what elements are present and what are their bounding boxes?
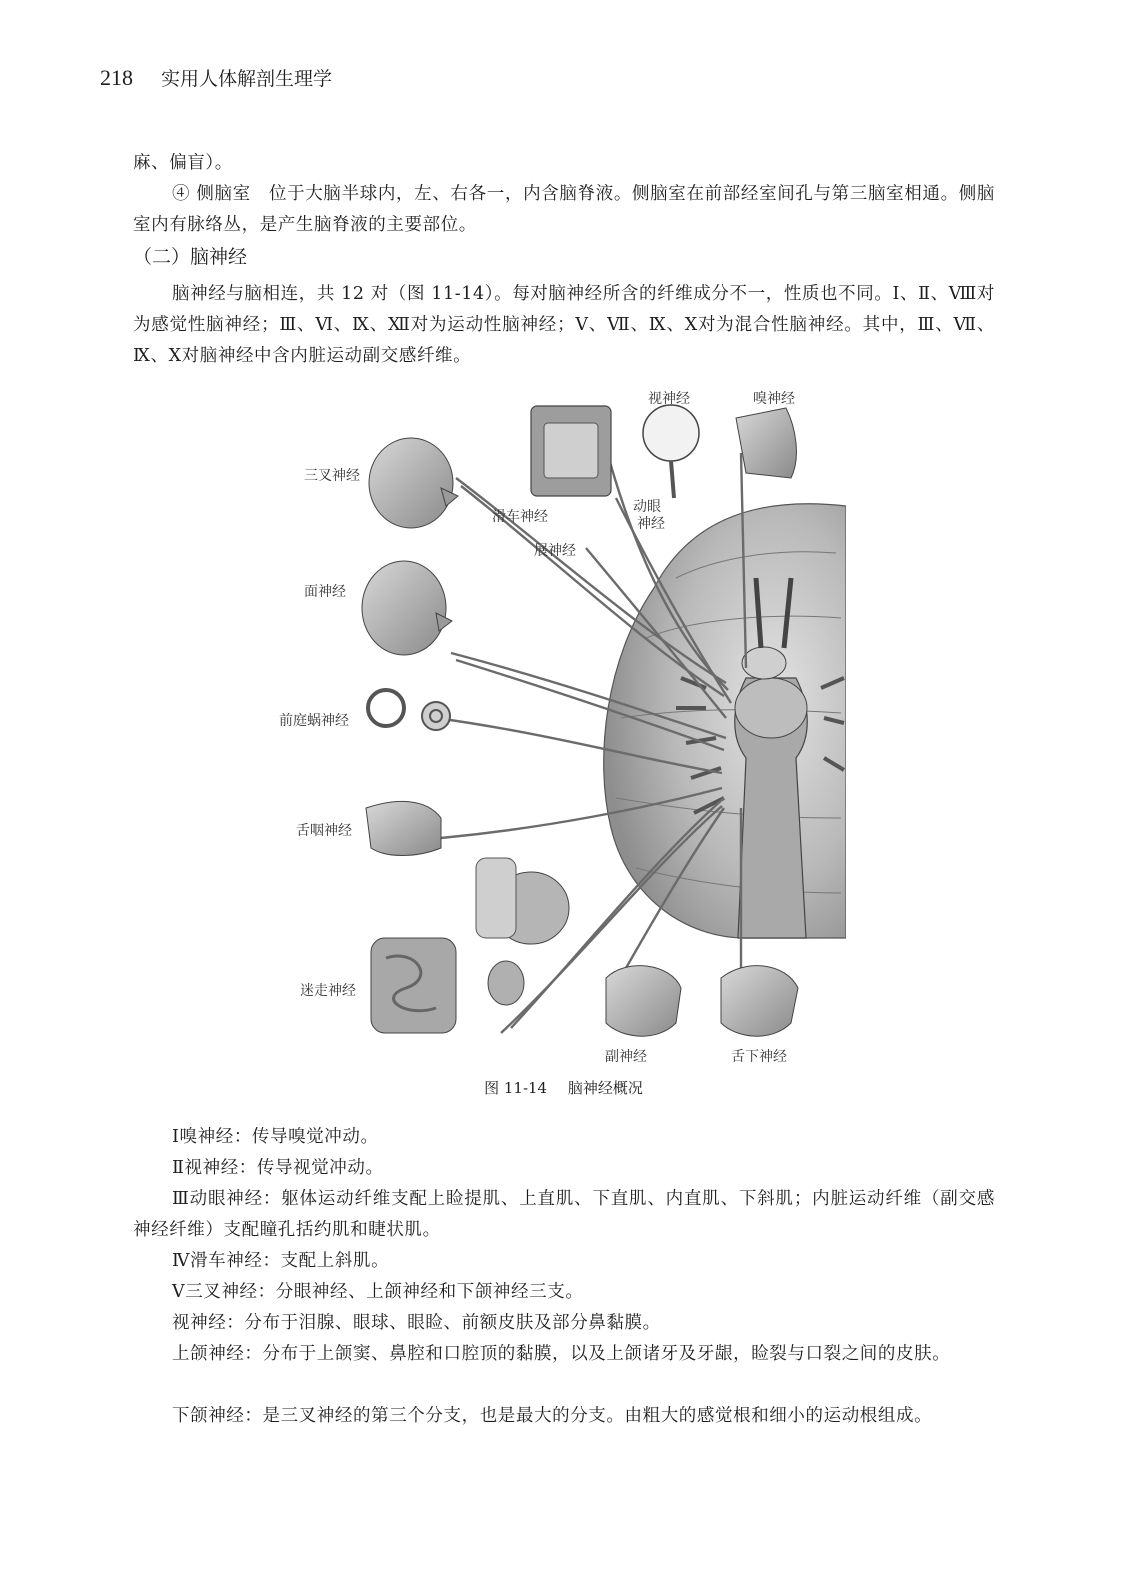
section-heading: （二）脑神经 (133, 246, 248, 268)
label-hypoglossal-nerve: 舌下神经 (731, 1049, 787, 1065)
label-vagus-nerve: 迷走神经 (300, 983, 356, 999)
label-vestibulocochlear-nerve: 前庭蜗神经 (279, 713, 349, 729)
label-abducens-nerve: 展神经 (534, 543, 576, 559)
label-oculomotor-nerve-line1: 动眼 (633, 499, 661, 515)
figure-caption (0, 1077, 1127, 1098)
label-accessory-nerve: 副神经 (605, 1049, 647, 1065)
item-ophthalmic: 视神经：分布于泪腺、眼球、眼睑、前额皮肤及部分鼻黏膜。 (172, 1313, 661, 1333)
cranial-nerves-illustration (276, 378, 846, 1073)
book-title: 实用人体解剖生理学 (161, 68, 333, 90)
label-facial-nerve: 面神经 (304, 584, 346, 600)
figure-title: 脑神经概况 (567, 1079, 643, 1097)
item-oculomotor: Ⅲ动眼神经：躯体运动纤维支配上睑提肌、上直肌、下直肌、内直肌、下斜肌；内脏运动纤维（副交感神经纤维）支配瞳孔括约肌和睫状肌。 (133, 1189, 995, 1240)
page-number: 218 (100, 65, 133, 90)
item-olfactory: Ⅰ嗅神经：传导嗅觉冲动。 (172, 1127, 379, 1147)
paragraph-lateral-ventricle: ④ 侧脑室 位于大脑半球内，左、右各一，内含脑脊液。侧脑室在前部经室间孔与第三脑室相通。侧脑室内有脉络丛，是产生脑脊液的主要部位。 (133, 184, 995, 235)
label-glossopharyngeal-nerve: 舌咽神经 (296, 823, 352, 839)
item-optic: Ⅱ视神经：传导视觉冲动。 (172, 1158, 384, 1178)
label-oculomotor-nerve-line2: 神经 (637, 516, 665, 532)
item-trochlear: Ⅳ滑车神经：支配上斜肌。 (172, 1251, 390, 1271)
label-trochlear-nerve: 滑车神经 (492, 509, 548, 525)
paragraph-continued: 麻、偏盲）。 (133, 153, 233, 173)
figure-number: 图 11-14 (484, 1079, 548, 1097)
item-maxillary: 上颌神经：分布于上颌窦、鼻腔和口腔顶的黏膜，以及上颌诸牙及牙龈，睑裂与口裂之间的皮肤。 (172, 1344, 951, 1364)
paragraph-cranial-nerves-intro: 脑神经与脑相连，共 12 对（图 11-14）。每对脑神经所含的纤维成分不一，性质也不同。Ⅰ、Ⅱ、Ⅷ对为感觉性脑神经；Ⅲ、Ⅵ、Ⅸ、Ⅻ对为运动性脑神经；Ⅴ、Ⅶ、Ⅸ、Ⅹ对为混合性脑神经。其中，Ⅲ、Ⅶ、Ⅸ、Ⅹ对脑神经中含内脏运动副交感纤维。 (133, 284, 995, 366)
label-olfactory-nerve: 嗅神经 (753, 391, 795, 407)
label-trigeminal-nerve: 三叉神经 (304, 468, 360, 484)
label-optic-nerve: 视神经 (648, 391, 690, 407)
item-trigeminal: Ⅴ三叉神经：分眼神经、上颌神经和下颌神经三支。 (172, 1282, 584, 1302)
item-mandibular: 下颌神经：是三叉神经的第三个分支，也是最大的分支。由粗大的感觉根和细小的运动根组成。 (172, 1406, 933, 1426)
page-header (100, 64, 332, 91)
cranial-nerves-figure (276, 378, 846, 1073)
